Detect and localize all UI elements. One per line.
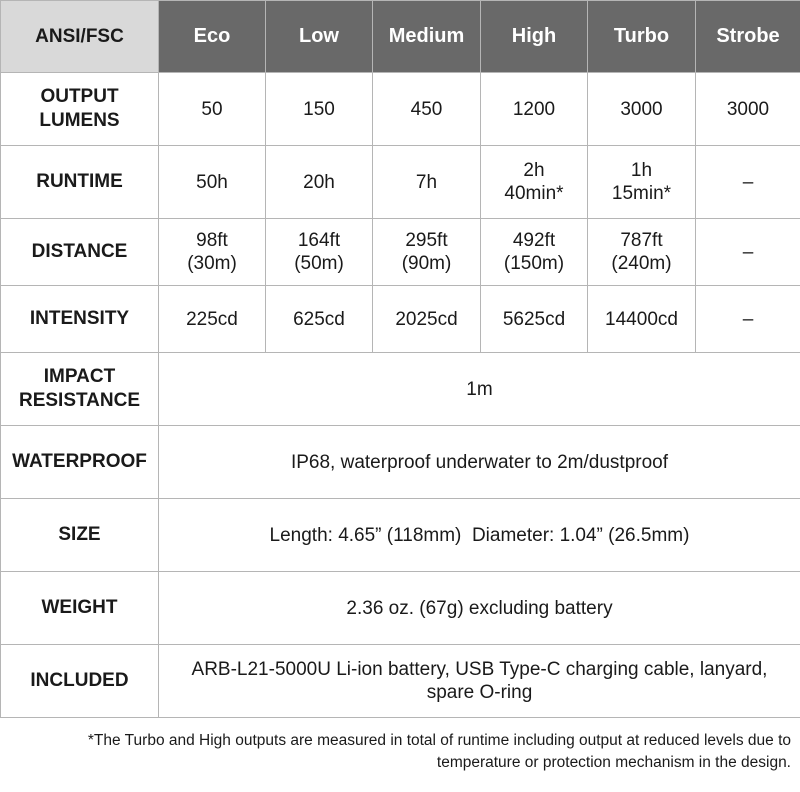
table-cell-wide: 1m bbox=[159, 353, 800, 426]
table-cell-wide: IP68, waterproof underwater to 2m/dustproof bbox=[159, 426, 800, 499]
table-cell: 14400cd bbox=[588, 286, 696, 353]
table-cell: 2025cd bbox=[373, 286, 481, 353]
table-cell: 625cd bbox=[266, 286, 373, 353]
mode-header-turbo: Turbo bbox=[588, 1, 696, 73]
table-cell: 150 bbox=[266, 73, 373, 146]
table-cell: – bbox=[696, 219, 800, 286]
header-row bbox=[1, 1, 800, 73]
table-cell: 1h 15min* bbox=[588, 146, 696, 219]
table-cell: 295ft (90m) bbox=[373, 219, 481, 286]
table-cell: 50 bbox=[159, 73, 266, 146]
table-cell: 20h bbox=[266, 146, 373, 219]
footnote: *The Turbo and High outputs are measured in total of runtime including output at reduced levels due to temperature or protection mechanism in the design. bbox=[87, 732, 791, 771]
row-label: INTENSITY bbox=[1, 286, 159, 353]
table-cell: 164ft (50m) bbox=[266, 219, 373, 286]
row-intensity bbox=[1, 286, 800, 353]
row-label: WATERPROOF bbox=[1, 426, 159, 499]
row-size bbox=[1, 499, 800, 572]
table-cell: – bbox=[696, 286, 800, 353]
table-cell: 98ft (30m) bbox=[159, 219, 266, 286]
mode-header-eco: Eco bbox=[159, 1, 266, 73]
row-impact-resistance bbox=[1, 353, 800, 426]
table-cell-wide: Length: 4.65” (118mm) Diameter: 1.04” (26.5mm) bbox=[159, 499, 800, 572]
table-cell: 7h bbox=[373, 146, 481, 219]
row-label: INCLUDED bbox=[1, 645, 159, 718]
row-included bbox=[1, 645, 800, 718]
mode-header-strobe: Strobe bbox=[696, 1, 800, 73]
row-distance bbox=[1, 219, 800, 286]
row-label: SIZE bbox=[1, 499, 159, 572]
row-label: WEIGHT bbox=[1, 572, 159, 645]
table-cell-wide: ARB-L21-5000U Li-ion battery, USB Type-C charging cable, lanyard, spare O-ring bbox=[159, 645, 800, 718]
table-cell: 3000 bbox=[588, 73, 696, 146]
mode-header-medium: Medium bbox=[373, 1, 481, 73]
mode-header-low: Low bbox=[266, 1, 373, 73]
table-cell-wide: 2.36 oz. (67g) excluding battery bbox=[159, 572, 800, 645]
table-cell: 3000 bbox=[696, 73, 800, 146]
table-cell: 1200 bbox=[481, 73, 588, 146]
table-cell: 5625cd bbox=[481, 286, 588, 353]
row-label: OUTPUT LUMENS bbox=[1, 73, 159, 146]
row-output-lumens bbox=[1, 73, 800, 146]
table-cell: – bbox=[696, 146, 800, 219]
corner-header: ANSI/FSC bbox=[1, 1, 159, 73]
mode-header-high: High bbox=[481, 1, 588, 73]
table-cell: 2h 40min* bbox=[481, 146, 588, 219]
table-cell: 225cd bbox=[159, 286, 266, 353]
row-label: IMPACT RESISTANCE bbox=[1, 353, 159, 426]
row-label: DISTANCE bbox=[1, 219, 159, 286]
row-waterproof bbox=[1, 426, 800, 499]
row-weight bbox=[1, 572, 800, 645]
table-cell: 787ft (240m) bbox=[588, 219, 696, 286]
table-cell: 492ft (150m) bbox=[481, 219, 588, 286]
table-cell: 50h bbox=[159, 146, 266, 219]
row-runtime bbox=[1, 146, 800, 219]
table-cell: 450 bbox=[373, 73, 481, 146]
row-label: RUNTIME bbox=[1, 146, 159, 219]
